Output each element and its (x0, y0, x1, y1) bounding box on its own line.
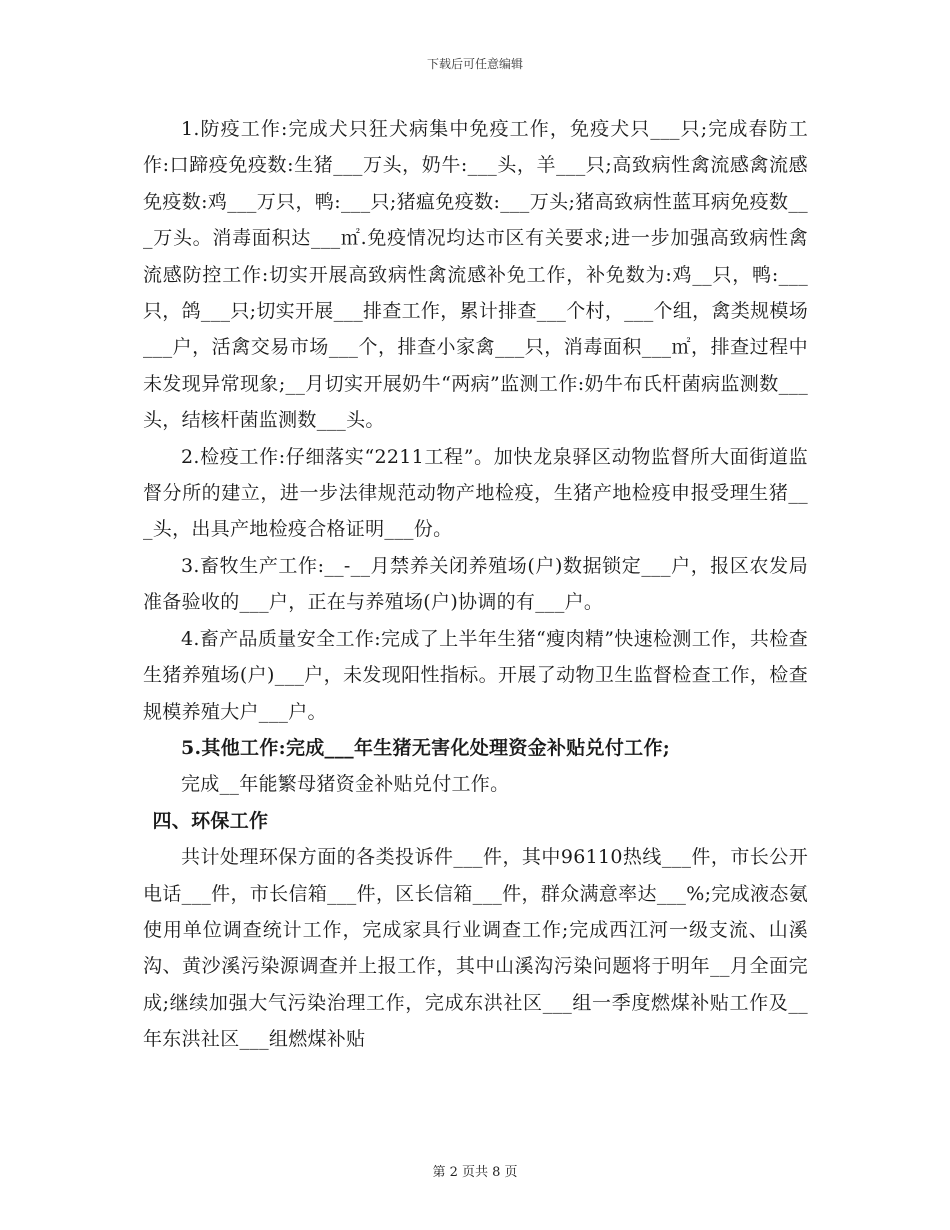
page-header: 下载后可任意编辑 (426, 57, 523, 71)
paragraph-quarantine: 2.检疫工作:仔细落实“2211工程”。加快龙泉驿区动物监督所大面街道监督分所的建立，进一步法律规范动物产地检疫，生猪产地检疫申报受理生猪___头，出具产地检疫合格证明___份。 (143, 445, 808, 541)
paragraph-product-safety: 4.畜产品质量安全工作:完成了上半年生猪“瘦肉精”快速检测工作，共检查生猪养殖场(户)___户，未发现阳性指标。开展了动物卫生监督检查工作，检查规模养殖大户___户。 (143, 627, 808, 723)
document-body (143, 111, 808, 1058)
paragraph-livestock-production: 3.畜牧生产工作:__-__月禁养关闭养殖场(户)数据锁定___户，报区农发局准备验收的___户，正在与养殖场(户)协调的有___户。 (143, 554, 808, 614)
paragraph-epidemic-prevention: 1.防疫工作:完成犬只狂犬病集中免疫工作，免疫犬只___只;完成春防工作:口蹄疫免疫数:生猪___万头，奶牛:___头，羊___只;高致病性禽流感禽流感免疫数:鸡___万只，鸭:___只;猪瘟免疫数:___万头;猪高致病性蓝耳病免疫数___万头。消毒面积达___㎡.免疫情况均达市区有关要求;进一步加强高致病性禽流感防控工作:切实开展高致病性禽流感补免工作，补免数为:鸡__只，鸭:___只，鸽___只;切实开展___排查工作，累计排查___个村，___个组，禽类规模场___户，活禽交易市场___个，排查小家禽___只，消毒面积___㎡，排查过程中未发现异常现象;__月切实开展奶牛“两病”监测工作:奶牛布氏杆菌病监测数___头，结核杆菌监测数___头。 (143, 118, 808, 432)
paragraph-environment: 共计处理环保方面的各类投诉件___件，其中96110热线___件，市长公开电话___件，市长信箱___件，区长信箱___件，群众满意率达___%;完成液态氨使用单位调查统计工作，完成家具行业调查工作;完成西江河一级支流、山溪沟、黄沙溪污染源调查并上报工作，其中山溪沟污染问题将于明年__月全面完成;继续加强大气污染治理工作，完成东洪社区___组一季度燃煤补贴工作及__年东洪社区___组燃煤补贴 (143, 846, 808, 1051)
page-footer: 第 2 页共 8 页 (432, 1165, 518, 1180)
section-heading-environment: 四、环保工作 (152, 809, 269, 832)
paragraph-other-work-continued: 完成__年能繁母猪资金补贴兑付工作。 (181, 773, 510, 796)
paragraph-other-work: 5.其他工作:完成___年生猪无害化处理资金补贴兑付工作; (181, 736, 671, 759)
